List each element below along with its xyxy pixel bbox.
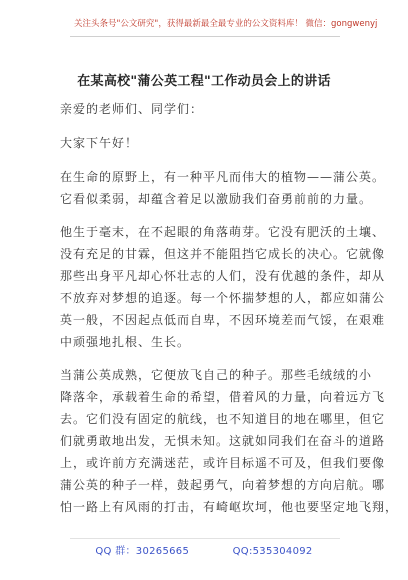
paragraph-line: 们就勇敢地出发，无惧未知。这就如同我们在奋斗的道路 xyxy=(60,434,386,448)
paragraph-line: 当蒲公英成熟，它便放飞自己的种子。那些毛绒绒的小 xyxy=(60,368,373,382)
paragraph-line: 蒲公英的种子一样，鼓起勇气，向着梦想的方向启航。哪 xyxy=(60,478,386,492)
paragraph-line: 不放弃对梦想的追逐。每一个怀揣梦想的人，都应如蒲公 xyxy=(60,291,386,305)
paragraph-line: 那些出身平凡却心怀壮志的人们，没有优越的条件，却从 xyxy=(60,269,386,283)
paragraph-line: 在生命的原野上，有一种平凡而伟大的植物——蒲公英。 xyxy=(60,170,386,184)
header-divider xyxy=(70,36,340,37)
footer-qq-group: QQ 群：30265665 xyxy=(95,546,190,557)
paragraph-line: 它看似柔弱，却蕴含着足以激励我们奋勇前前的力量。 xyxy=(60,192,373,206)
paragraph-line: 怕一路上有风雨的打击，有崎岖坎坷，他也要坚定地飞翔， xyxy=(60,500,399,514)
document-body xyxy=(60,98,399,518)
paragraph-line: 没有充足的甘霖，但这并不能阻挡它成长的决心。它就像 xyxy=(60,247,386,261)
footer-divider xyxy=(70,538,340,539)
paragraph-line: 去。它们没有固定的航线，也不知道目的地在哪里，但它 xyxy=(60,412,386,426)
footer xyxy=(0,542,408,557)
paragraph-line: 中顽强地扎根、生长。 xyxy=(60,335,191,349)
paragraph-line: 上，或许前方充满迷茫，或许目标遥不可及，但我们要像 xyxy=(60,456,386,470)
paragraph-line: 英一般，不因起点低而自卑，不因环境差而气馁，在艰难 xyxy=(60,313,386,327)
paragraph xyxy=(60,221,386,353)
paragraph-line: 降落伞，承载着生命的希望，借着风的力量，向着远方飞 xyxy=(60,390,386,404)
paragraph xyxy=(60,364,399,518)
paragraph xyxy=(60,166,386,210)
greeting: 大家下午好！ xyxy=(60,136,139,150)
header-note: 关注头条号"公文研究"，获得最新最全最专业的公文资料库！ 微信：gongwenyj xyxy=(74,19,378,29)
salutation: 亲爱的老师们、同学们： xyxy=(60,102,204,116)
footer-qq: QQ:535304092 xyxy=(232,546,313,557)
paragraph-line: 他生于毫末，在不起眼的角落萌芽。它没有肥沃的土壤、 xyxy=(60,225,386,239)
document-title: 在某高校"蒲公英工程"工作动员会上的讲话 xyxy=(77,74,331,89)
